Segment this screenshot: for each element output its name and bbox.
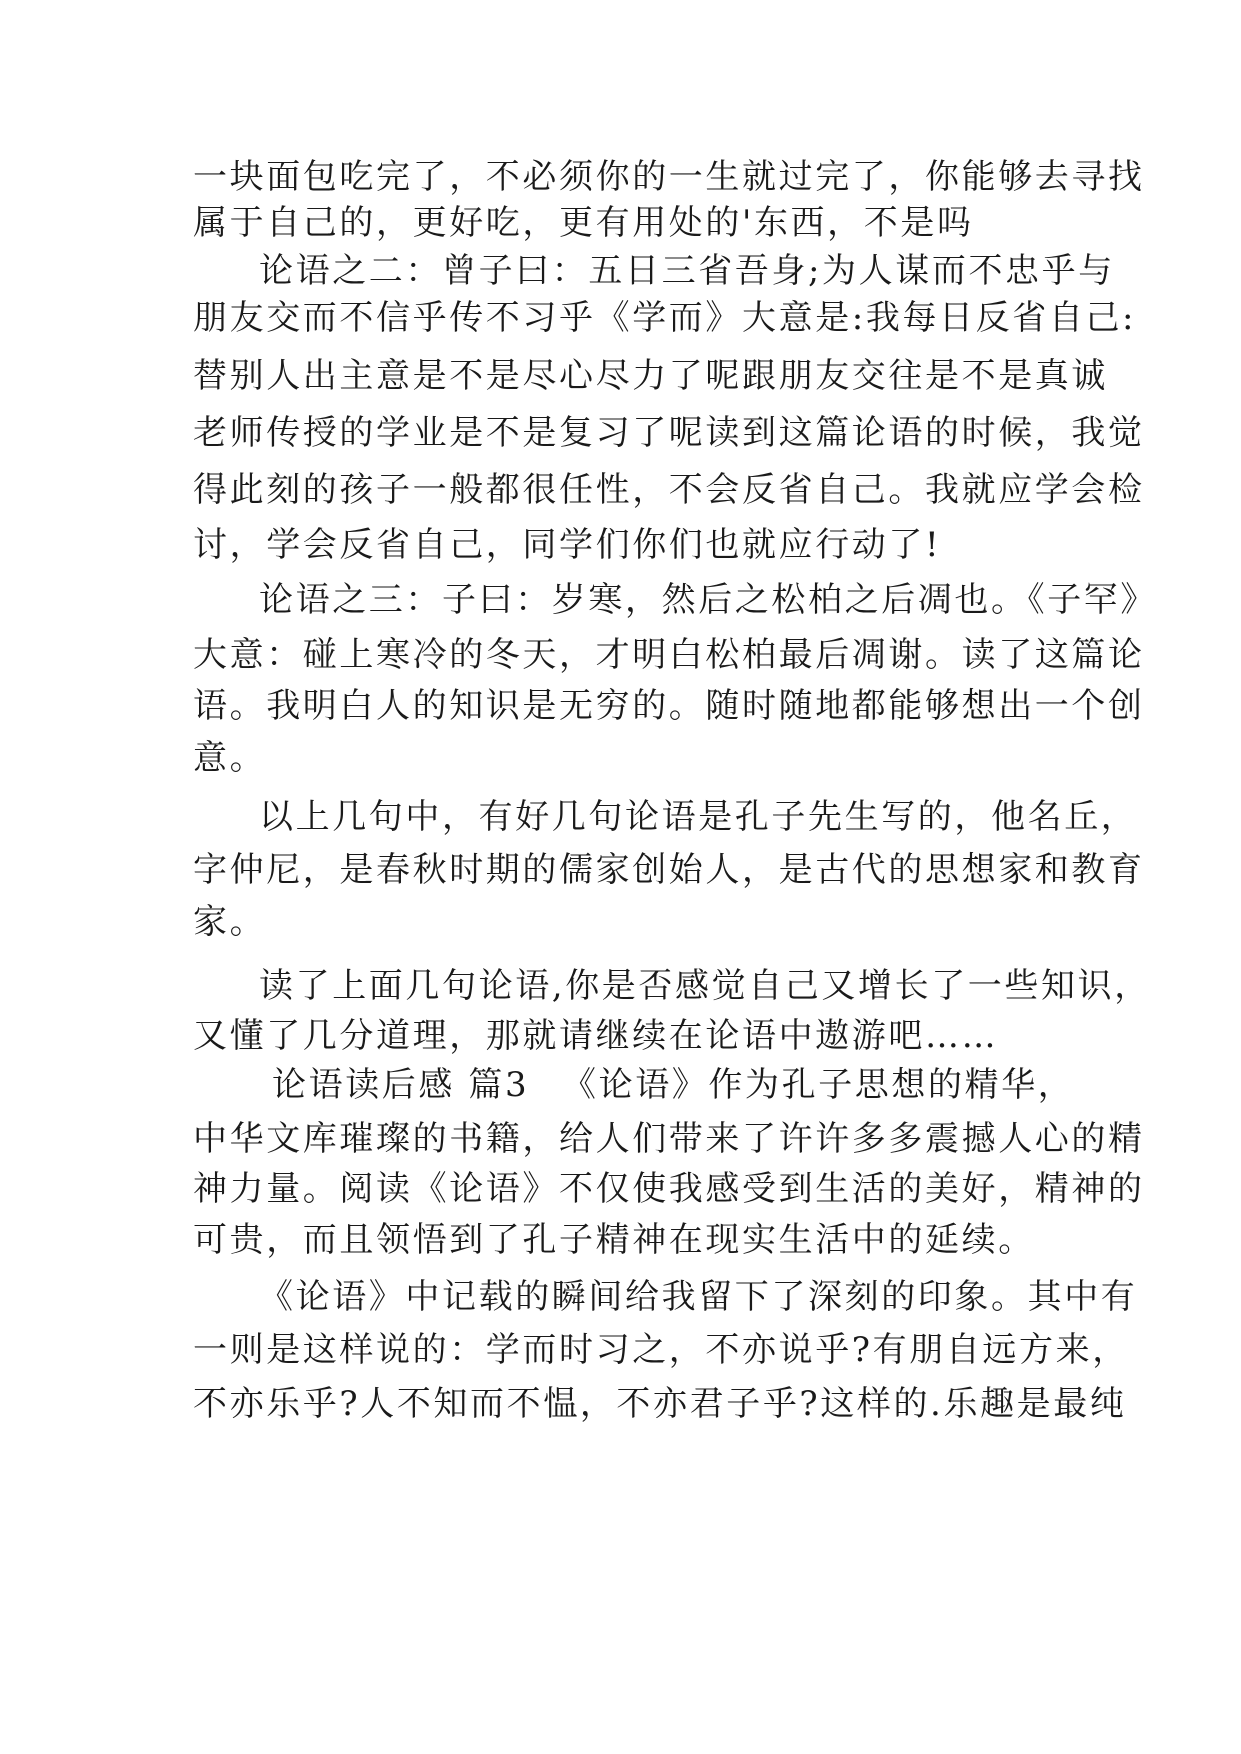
text-line: 朋友交而不信乎传不习乎《学而》大意是:我每日反省自己:	[193, 298, 1137, 338]
text-line: 论语之二：曾子曰：五日三省吾身;为人谋而不忠乎与	[259, 251, 1115, 291]
text-line: 读了上面几句论语,你是否感觉自己又增长了一些知识，	[259, 966, 1151, 1006]
text-line: 神力量。阅读《论语》不仅使我感受到生活的美好，精神的	[193, 1169, 1145, 1209]
text-line: 又懂了几分道理，那就请继续在论语中遨游吧……	[193, 1016, 999, 1056]
text-line: 一则是这样说的：学而时习之，不亦说乎?有朋自远方来，	[193, 1330, 1129, 1370]
text-line: 得此刻的孩子一般都很任性，不会反省自己。我就应学会检	[193, 470, 1145, 510]
text-line: 中华文库璀璨的书籍，给人们带来了许许多多震撼人心的精	[193, 1119, 1145, 1159]
text-line: 不亦乐乎?人不知而不愠，不亦君子乎?这样的.乐趣是最纯	[193, 1384, 1127, 1424]
text-line: 替别人出主意是不是尽心尽力了呢跟朋友交往是不是真诚	[193, 356, 1108, 396]
section-heading-text: 《论语》作为孔子思想的精华，	[562, 1065, 1075, 1105]
text-line: 以上几句中，有好几句论语是孔子先生写的，他名丘，	[259, 797, 1138, 837]
text-line: 论语之三：子曰：岁寒，然后之松柏之后凋也。《子罕》	[259, 580, 1157, 620]
text-line: 家。	[193, 902, 267, 942]
text-line: 大意：碰上寒冷的冬天，才明白松柏最后凋谢。读了这篇论	[193, 635, 1145, 675]
text-line: 字仲尼，是春秋时期的儒家创始人，是古代的思想家和教育	[193, 850, 1145, 890]
text-line: 讨，学会反省自己，同学们你们也就应行动了!	[193, 525, 942, 565]
text-line: 意。	[193, 738, 267, 778]
text-line: 一块面包吃完了，不必须你的一生就过完了，你能够去寻找	[193, 157, 1145, 197]
section-heading-label: 论语读后感 篇3	[272, 1065, 530, 1105]
text-line: 可贵，而且领悟到了孔子精神在现实生活中的延续。	[193, 1220, 1035, 1260]
section-heading-line	[272, 1065, 1075, 1105]
text-line: 语。我明白人的知识是无穷的。随时随地都能够想出一个创	[193, 686, 1145, 726]
text-line: 属于自己的，更好吃，更有用处的'东西，不是吗	[193, 203, 974, 243]
text-line: 《论语》中记载的瞬间给我留下了深刻的印象。其中有	[259, 1277, 1138, 1317]
text-line: 老师传授的学业是不是复习了呢读到这篇论语的时候，我觉	[193, 413, 1145, 453]
